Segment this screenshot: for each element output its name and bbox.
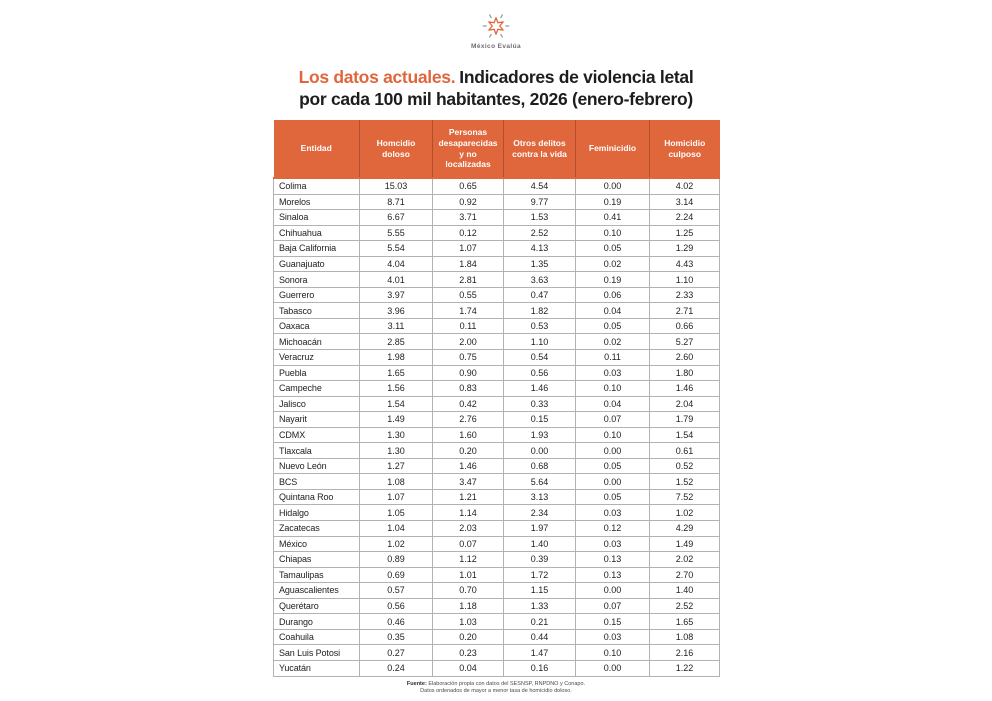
value-cell: 1.15 <box>504 583 576 599</box>
column-header-3: Otros delitos contra la vida <box>504 120 576 178</box>
table-row <box>274 272 720 288</box>
value-cell: 2.24 <box>650 210 720 226</box>
value-cell: 0.69 <box>360 567 433 583</box>
table-row <box>274 303 720 319</box>
value-cell: 0.52 <box>650 458 720 474</box>
value-cell: 1.46 <box>504 381 576 397</box>
value-cell: 0.89 <box>360 552 433 568</box>
table-row <box>274 505 720 521</box>
value-cell: 0.75 <box>433 350 504 366</box>
value-cell: 0.47 <box>504 287 576 303</box>
title-line-1-text: Indicadores de violencia letal <box>459 67 694 87</box>
value-cell: 1.40 <box>650 583 720 599</box>
value-cell: 1.08 <box>360 474 433 490</box>
table-row <box>274 225 720 241</box>
entity-cell: Sinaloa <box>274 210 360 226</box>
entity-cell: Quintana Roo <box>274 489 360 505</box>
table-header <box>274 120 720 178</box>
value-cell: 0.13 <box>576 567 650 583</box>
entity-cell: Tlaxcala <box>274 443 360 459</box>
value-cell: 4.29 <box>650 521 720 537</box>
column-header-2: Personas desaparecidas y no localizadas <box>433 120 504 178</box>
value-cell: 0.05 <box>576 318 650 334</box>
value-cell: 0.11 <box>433 318 504 334</box>
entity-cell: Guerrero <box>274 287 360 303</box>
entity-cell: Coahuila <box>274 629 360 645</box>
value-cell: 1.46 <box>650 381 720 397</box>
entity-cell: Puebla <box>274 365 360 381</box>
value-cell: 1.35 <box>504 256 576 272</box>
value-cell: 1.07 <box>433 241 504 257</box>
value-cell: 0.04 <box>576 303 650 319</box>
value-cell: 0.61 <box>650 443 720 459</box>
value-cell: 0.20 <box>433 629 504 645</box>
value-cell: 0.35 <box>360 629 433 645</box>
value-cell: 0.21 <box>504 614 576 630</box>
entity-cell: Oaxaca <box>274 318 360 334</box>
table-row <box>274 521 720 537</box>
value-cell: 0.12 <box>433 225 504 241</box>
value-cell: 4.04 <box>360 256 433 272</box>
value-cell: 2.76 <box>433 412 504 428</box>
value-cell: 0.23 <box>433 645 504 661</box>
value-cell: 1.10 <box>650 272 720 288</box>
value-cell: 0.15 <box>576 614 650 630</box>
value-cell: 1.02 <box>650 505 720 521</box>
value-cell: 0.07 <box>576 412 650 428</box>
value-cell: 1.29 <box>650 241 720 257</box>
entity-cell: Nuevo León <box>274 458 360 474</box>
source-note-line-2: Datos ordenados de mayor a menor tasa de homicidio doloso. <box>420 688 572 694</box>
value-cell: 15.03 <box>360 178 433 194</box>
entity-cell: Querétaro <box>274 598 360 614</box>
value-cell: 1.33 <box>504 598 576 614</box>
value-cell: 1.14 <box>433 505 504 521</box>
value-cell: 0.10 <box>576 427 650 443</box>
value-cell: 2.02 <box>650 552 720 568</box>
value-cell: 1.08 <box>650 629 720 645</box>
value-cell: 1.80 <box>650 365 720 381</box>
value-cell: 1.47 <box>504 645 576 661</box>
value-cell: 2.52 <box>650 598 720 614</box>
value-cell: 0.19 <box>576 272 650 288</box>
value-cell: 1.56 <box>360 381 433 397</box>
value-cell: 1.53 <box>504 210 576 226</box>
value-cell: 3.47 <box>433 474 504 490</box>
value-cell: 3.13 <box>504 489 576 505</box>
value-cell: 1.98 <box>360 350 433 366</box>
table-row <box>274 256 720 272</box>
entity-cell: Chiapas <box>274 552 360 568</box>
table-row <box>274 552 720 568</box>
column-header-1: Homcidio doloso <box>360 120 433 178</box>
brand-name: México Evalúa <box>471 43 521 50</box>
value-cell: 3.71 <box>433 210 504 226</box>
table-row <box>274 567 720 583</box>
value-cell: 5.64 <box>504 474 576 490</box>
entity-cell: Baja California <box>274 241 360 257</box>
value-cell: 2.00 <box>433 334 504 350</box>
value-cell: 1.25 <box>650 225 720 241</box>
entity-cell: Campeche <box>274 381 360 397</box>
indicators-table-wrap <box>273 120 719 677</box>
value-cell: 5.27 <box>650 334 720 350</box>
value-cell: 0.16 <box>504 660 576 676</box>
value-cell: 7.52 <box>650 489 720 505</box>
value-cell: 3.63 <box>504 272 576 288</box>
page-title <box>0 67 992 110</box>
entity-cell: CDMX <box>274 427 360 443</box>
value-cell: 0.00 <box>504 443 576 459</box>
value-cell: 1.12 <box>433 552 504 568</box>
value-cell: 3.14 <box>650 194 720 210</box>
value-cell: 1.65 <box>360 365 433 381</box>
value-cell: 0.65 <box>433 178 504 194</box>
value-cell: 8.71 <box>360 194 433 210</box>
value-cell: 3.11 <box>360 318 433 334</box>
value-cell: 0.56 <box>360 598 433 614</box>
table-row <box>274 412 720 428</box>
value-cell: 1.27 <box>360 458 433 474</box>
mexico-evalua-logo-icon <box>481 11 511 41</box>
value-cell: 0.27 <box>360 645 433 661</box>
value-cell: 4.02 <box>650 178 720 194</box>
value-cell: 1.52 <box>650 474 720 490</box>
value-cell: 0.90 <box>433 365 504 381</box>
value-cell: 0.00 <box>576 660 650 676</box>
value-cell: 0.10 <box>576 225 650 241</box>
value-cell: 2.03 <box>433 521 504 537</box>
table-row <box>274 536 720 552</box>
value-cell: 1.30 <box>360 427 433 443</box>
table-row <box>274 178 720 194</box>
value-cell: 1.22 <box>650 660 720 676</box>
value-cell: 1.07 <box>360 489 433 505</box>
value-cell: 0.04 <box>433 660 504 676</box>
value-cell: 0.05 <box>576 241 650 257</box>
table-row <box>274 629 720 645</box>
value-cell: 0.68 <box>504 458 576 474</box>
value-cell: 0.41 <box>576 210 650 226</box>
value-cell: 0.19 <box>576 194 650 210</box>
value-cell: 9.77 <box>504 194 576 210</box>
value-cell: 0.11 <box>576 350 650 366</box>
value-cell: 0.02 <box>576 256 650 272</box>
entity-cell: Michoacán <box>274 334 360 350</box>
value-cell: 0.00 <box>576 474 650 490</box>
value-cell: 1.79 <box>650 412 720 428</box>
entity-cell: Zacatecas <box>274 521 360 537</box>
value-cell: 0.92 <box>433 194 504 210</box>
value-cell: 1.40 <box>504 536 576 552</box>
table-row <box>274 365 720 381</box>
value-cell: 0.53 <box>504 318 576 334</box>
value-cell: 5.55 <box>360 225 433 241</box>
table-row <box>274 210 720 226</box>
value-cell: 1.97 <box>504 521 576 537</box>
source-text: Elaboración propia con datos del SESNSP, RNPDNO y Conapo. <box>428 681 586 687</box>
value-cell: 0.03 <box>576 365 650 381</box>
table-row <box>274 396 720 412</box>
value-cell: 4.13 <box>504 241 576 257</box>
table-row <box>274 583 720 599</box>
value-cell: 2.71 <box>650 303 720 319</box>
entity-cell: Tamaulipas <box>274 567 360 583</box>
value-cell: 1.02 <box>360 536 433 552</box>
value-cell: 1.54 <box>360 396 433 412</box>
table-row <box>274 350 720 366</box>
value-cell: 0.00 <box>576 583 650 599</box>
value-cell: 4.01 <box>360 272 433 288</box>
value-cell: 0.03 <box>576 536 650 552</box>
value-cell: 1.74 <box>433 303 504 319</box>
value-cell: 0.04 <box>576 396 650 412</box>
table-row <box>274 598 720 614</box>
value-cell: 1.04 <box>360 521 433 537</box>
table-row <box>274 381 720 397</box>
value-cell: 1.54 <box>650 427 720 443</box>
value-cell: 1.10 <box>504 334 576 350</box>
title-highlight: Los datos actuales. <box>298 67 456 87</box>
entity-cell: Yucatán <box>274 660 360 676</box>
value-cell: 0.55 <box>433 287 504 303</box>
value-cell: 1.82 <box>504 303 576 319</box>
value-cell: 2.04 <box>650 396 720 412</box>
entity-cell: San Luis Potosi <box>274 645 360 661</box>
value-cell: 1.93 <box>504 427 576 443</box>
table-row <box>274 427 720 443</box>
table-row <box>274 443 720 459</box>
value-cell: 0.33 <box>504 396 576 412</box>
value-cell: 5.54 <box>360 241 433 257</box>
entity-cell: Nayarit <box>274 412 360 428</box>
value-cell: 0.20 <box>433 443 504 459</box>
source-label: Fuente: <box>406 681 427 687</box>
value-cell: 1.49 <box>650 536 720 552</box>
value-cell: 1.05 <box>360 505 433 521</box>
table-row <box>274 287 720 303</box>
entity-cell: Durango <box>274 614 360 630</box>
value-cell: 0.10 <box>576 645 650 661</box>
value-cell: 0.03 <box>576 505 650 521</box>
value-cell: 3.97 <box>360 287 433 303</box>
value-cell: 0.24 <box>360 660 433 676</box>
value-cell: 0.05 <box>576 489 650 505</box>
value-cell: 0.13 <box>576 552 650 568</box>
entity-cell: Chihuahua <box>274 225 360 241</box>
table-row <box>274 645 720 661</box>
value-cell: 1.46 <box>433 458 504 474</box>
value-cell: 0.70 <box>433 583 504 599</box>
column-header-0: Entidad <box>274 120 360 178</box>
value-cell: 1.72 <box>504 567 576 583</box>
value-cell: 0.54 <box>504 350 576 366</box>
indicators-table <box>273 120 720 677</box>
value-cell: 3.96 <box>360 303 433 319</box>
table-row <box>274 614 720 630</box>
source-note-line-1 <box>0 681 992 688</box>
value-cell: 0.44 <box>504 629 576 645</box>
value-cell: 0.66 <box>650 318 720 334</box>
value-cell: 2.60 <box>650 350 720 366</box>
entity-cell: Jalisco <box>274 396 360 412</box>
value-cell: 2.16 <box>650 645 720 661</box>
value-cell: 0.12 <box>576 521 650 537</box>
value-cell: 2.85 <box>360 334 433 350</box>
entity-cell: Aguascalientes <box>274 583 360 599</box>
value-cell: 2.81 <box>433 272 504 288</box>
column-header-4: Feminicidio <box>576 120 650 178</box>
value-cell: 4.43 <box>650 256 720 272</box>
value-cell: 2.70 <box>650 567 720 583</box>
table-row <box>274 458 720 474</box>
value-cell: 0.57 <box>360 583 433 599</box>
value-cell: 1.30 <box>360 443 433 459</box>
entity-cell: Hidalgo <box>274 505 360 521</box>
value-cell: 2.33 <box>650 287 720 303</box>
value-cell: 0.03 <box>576 629 650 645</box>
value-cell: 0.00 <box>576 443 650 459</box>
value-cell: 0.06 <box>576 287 650 303</box>
value-cell: 1.60 <box>433 427 504 443</box>
value-cell: 1.49 <box>360 412 433 428</box>
value-cell: 0.56 <box>504 365 576 381</box>
value-cell: 0.42 <box>433 396 504 412</box>
value-cell: 1.65 <box>650 614 720 630</box>
value-cell: 0.05 <box>576 458 650 474</box>
value-cell: 0.07 <box>576 598 650 614</box>
entity-cell: Guanajuato <box>274 256 360 272</box>
value-cell: 1.21 <box>433 489 504 505</box>
table-row <box>274 474 720 490</box>
value-cell: 0.15 <box>504 412 576 428</box>
value-cell: 0.10 <box>576 381 650 397</box>
source-note <box>0 681 992 695</box>
value-cell: 1.84 <box>433 256 504 272</box>
table-row <box>274 318 720 334</box>
value-cell: 2.34 <box>504 505 576 521</box>
entity-cell: Colima <box>274 178 360 194</box>
table-row <box>274 334 720 350</box>
value-cell: 1.03 <box>433 614 504 630</box>
entity-cell: Morelos <box>274 194 360 210</box>
entity-cell: Sonora <box>274 272 360 288</box>
value-cell: 0.00 <box>576 178 650 194</box>
table-row <box>274 194 720 210</box>
entity-cell: México <box>274 536 360 552</box>
column-header-5: Homicidio culposo <box>650 120 720 178</box>
value-cell: 4.54 <box>504 178 576 194</box>
value-cell: 2.52 <box>504 225 576 241</box>
title-line-2: por cada 100 mil habitantes, 2026 (enero-febrero) <box>299 88 693 109</box>
value-cell: 1.18 <box>433 598 504 614</box>
entity-cell: BCS <box>274 474 360 490</box>
table-row <box>274 489 720 505</box>
title-line-1 <box>0 67 992 89</box>
value-cell: 6.67 <box>360 210 433 226</box>
value-cell: 0.46 <box>360 614 433 630</box>
entity-cell: Veracruz <box>274 350 360 366</box>
table-row <box>274 660 720 676</box>
table-row <box>274 241 720 257</box>
value-cell: 0.83 <box>433 381 504 397</box>
value-cell: 0.02 <box>576 334 650 350</box>
logo-block <box>0 11 992 50</box>
value-cell: 0.39 <box>504 552 576 568</box>
value-cell: 0.07 <box>433 536 504 552</box>
entity-cell: Tabasco <box>274 303 360 319</box>
value-cell: 1.01 <box>433 567 504 583</box>
